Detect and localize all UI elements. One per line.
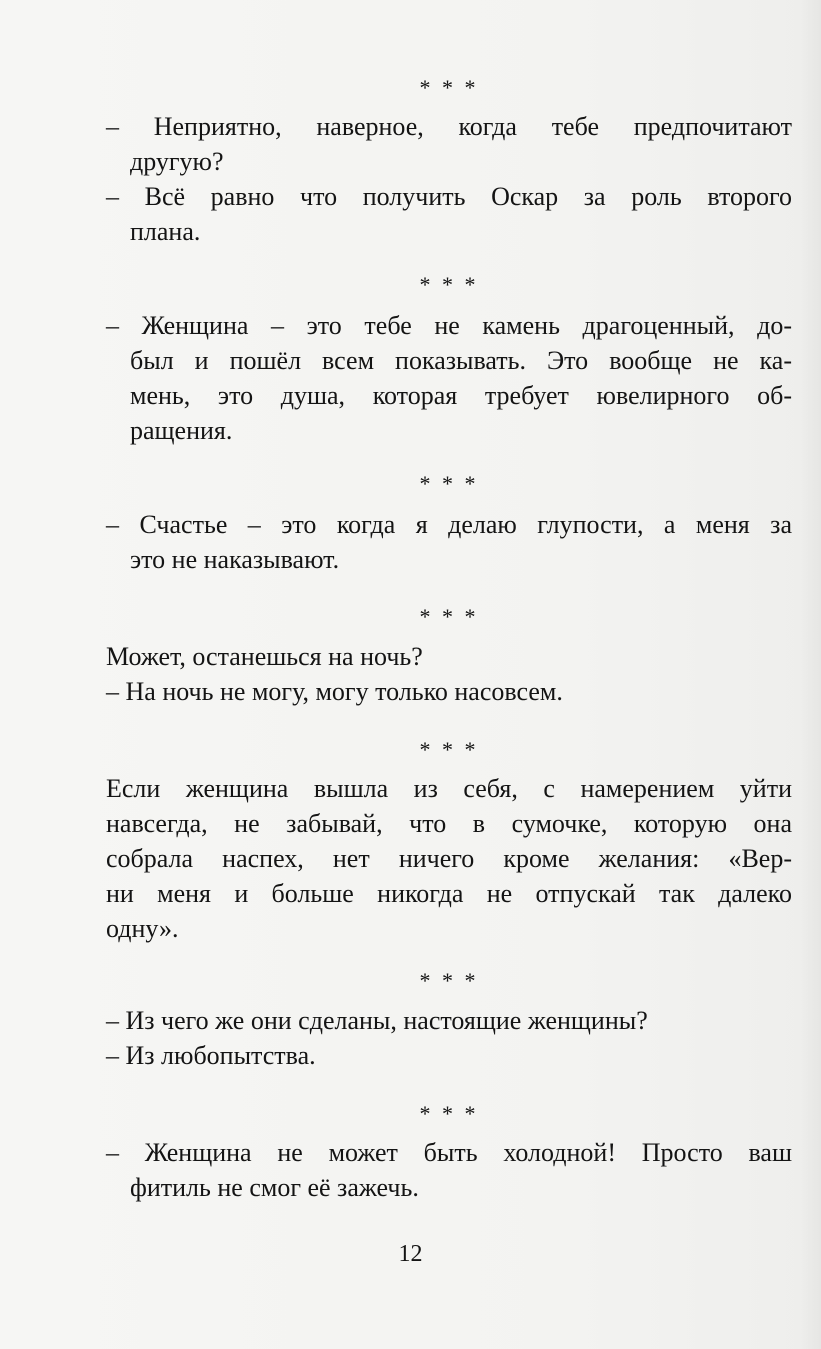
text-line: – Счастье – это когда я делаю глупости, а меня за [106, 510, 792, 539]
text-block-2 [106, 308, 792, 448]
section-separator: * * * [419, 75, 479, 100]
text-line: плана. [130, 217, 201, 246]
text-line: – Женщина – это тебе не камень драгоценный, до- [106, 311, 792, 340]
page-number: 12 [398, 1241, 423, 1267]
text-block-7 [106, 1135, 792, 1205]
text-line: – Из чего же они сделаны, настоящие женщины? [106, 1006, 648, 1035]
text-block-4 [106, 639, 792, 709]
text-line: – Из любопытства. [106, 1041, 316, 1070]
text-block-6 [106, 1003, 792, 1073]
section-separator: * * * [419, 737, 479, 762]
text-line: ни меня и больше никогда не отпускай так далеко [106, 879, 792, 908]
text-line: Если женщина вышла из себя, с намерением уйти [106, 774, 792, 803]
text-line: мень, это душа, которая требует ювелирного об- [130, 381, 792, 410]
section-separator: * * * [419, 471, 479, 496]
page-edge-shadow [799, 0, 821, 1349]
section-separator: * * * [419, 1101, 479, 1126]
section-separator: * * * [419, 272, 479, 297]
text-line: одну». [106, 914, 179, 943]
text-block-3 [106, 507, 792, 577]
text-line: был и пошёл всем показывать. Это вообще не ка- [130, 346, 792, 375]
text-line: другую? [130, 147, 224, 176]
text-line: навсегда, не забывай, что в сумочке, которую она [106, 809, 792, 838]
text-line: собрала наспех, нет ничего кроме желания: «Вер- [106, 844, 792, 873]
section-separator: * * * [419, 604, 479, 629]
text-line: это не наказывают. [130, 545, 340, 574]
text-block-5 [106, 771, 792, 946]
section-separator: * * * [419, 968, 479, 993]
text-line: ращения. [130, 416, 233, 445]
text-line: фитиль не смог её зажечь. [130, 1173, 419, 1202]
text-block-1 [106, 109, 792, 249]
text-line: – Неприятно, наверное, когда тебе предпочитают [106, 112, 792, 141]
text-line: – Всё равно что получить Оскар за роль второго [106, 182, 792, 211]
text-line: – Женщина не может быть холодной! Просто ваш [106, 1138, 792, 1167]
text-line: Может, останешься на ночь? [106, 642, 423, 671]
text-line: – На ночь не могу, могу только насовсем. [106, 677, 563, 706]
